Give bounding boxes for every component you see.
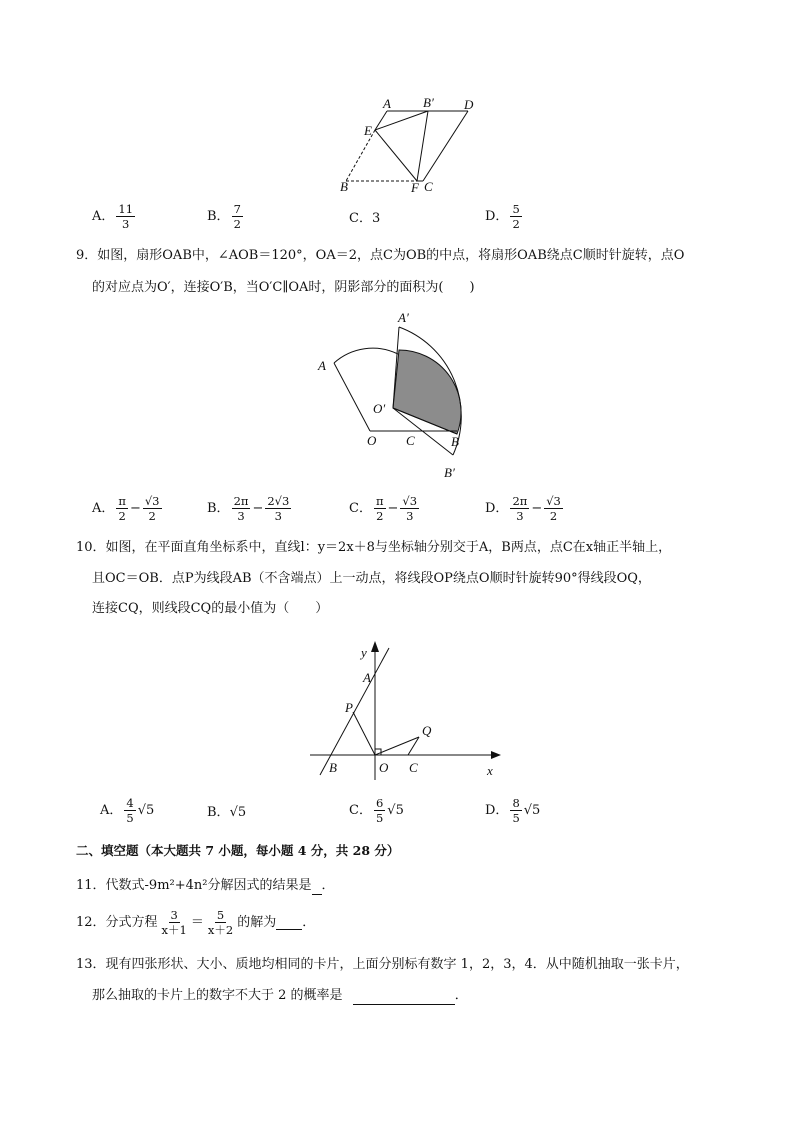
option-letter: D． xyxy=(485,500,509,516)
q13-line-2 xyxy=(92,987,468,1005)
q8-options xyxy=(92,202,552,238)
q11-end: ． xyxy=(321,878,335,893)
q9-label-aprime: A′ xyxy=(398,310,409,325)
fraction-numerator: π xyxy=(118,494,126,508)
q9-option-b[interactable] xyxy=(207,494,293,523)
fraction-numerator: 6 xyxy=(375,796,384,810)
q9-label-bprime: B′ xyxy=(444,465,455,480)
fraction-denominator: 3 xyxy=(237,509,245,523)
q9-label-oprime: O′ xyxy=(373,401,386,416)
q10-option-c[interactable] xyxy=(349,796,404,825)
q13-text: 那么抽取的卡片上的数字不大于 2 的概率是 xyxy=(92,988,343,1003)
q13-answer-blank[interactable] xyxy=(353,990,455,1005)
option-value: 3 xyxy=(371,211,381,226)
sqrt-value: √5 xyxy=(387,802,404,818)
sqrt-value: √5 xyxy=(137,802,155,818)
q8-option-b[interactable] xyxy=(207,202,245,231)
option-letter: B． xyxy=(207,500,230,516)
q12-answer-blank[interactable] xyxy=(276,915,302,930)
q8-label-f: F xyxy=(411,180,419,194)
fraction-numerator: 2π xyxy=(233,494,249,508)
q9-label-a: A xyxy=(318,358,326,373)
option-letter: B． xyxy=(207,208,230,224)
q12-suffix: 的解为 xyxy=(237,914,277,930)
operator: − xyxy=(531,500,543,516)
q10-line-2: 且OC＝OB．点P为线段AB（不含端点）上一动点，将线段OP绕点O顺时针旋转90°得线段OQ， xyxy=(92,571,651,586)
q12-equals: ＝ xyxy=(190,914,204,930)
q12-prefix: 12．分式方程 xyxy=(76,914,158,930)
q8-option-a[interactable] xyxy=(92,202,137,231)
option-letter: C． xyxy=(349,211,372,226)
q8-label-d: D xyxy=(464,97,474,112)
q13-line-1: 13．现有四张形状、大小、质地均相同的卡片，上面分别标有数字 1，2，3，4．从中随机抽取一张卡片， xyxy=(76,957,689,972)
fraction-numerator: 4 xyxy=(126,796,134,810)
q10-line-1: 10．如图，在平面直角坐标系中，直线l：y＝2x＋8与坐标轴分别交于A，B两点，点C在x轴正半轴上， xyxy=(76,540,672,555)
fraction-denominator: x＋1 xyxy=(161,923,187,937)
q10-line-3: 连接CQ，则线段CQ的最小值为（ ） xyxy=(92,601,329,616)
option-letter: A． xyxy=(92,208,115,224)
q8-label-a: A xyxy=(383,96,391,111)
q8-option-d[interactable] xyxy=(485,202,524,231)
fraction-denominator: 5 xyxy=(375,811,384,825)
operator: − xyxy=(129,500,141,516)
fraction-denominator: 3 xyxy=(122,217,130,231)
q9-option-a[interactable] xyxy=(92,494,164,523)
fraction-numerator: √3 xyxy=(402,494,418,508)
q9-figure xyxy=(310,305,490,485)
q10-option-d[interactable] xyxy=(485,796,540,825)
q9-label-c: C xyxy=(406,433,415,448)
operator: − xyxy=(252,500,264,516)
q8-option-c[interactable] xyxy=(349,210,380,228)
fraction-numerator: 8 xyxy=(512,796,520,810)
fraction-denominator: 2 xyxy=(233,217,241,231)
q9-label-o: O xyxy=(367,433,377,448)
q9-option-c[interactable] xyxy=(349,494,421,523)
q9-options xyxy=(92,494,582,530)
q8-label-e: E xyxy=(364,123,372,138)
fraction-numerator: √3 xyxy=(546,494,561,508)
q10-options xyxy=(100,796,540,832)
option-letter: C． xyxy=(349,802,372,818)
q10-figure xyxy=(305,635,510,785)
fraction-denominator: 5 xyxy=(512,811,520,825)
q10-label-x: x xyxy=(487,763,493,778)
fraction-numerator: 3 xyxy=(170,908,178,922)
q8-label-b: B xyxy=(340,179,348,194)
fraction-numerator: 2π xyxy=(512,494,528,508)
q10-label-y: y xyxy=(361,645,367,660)
q8-label-c: C xyxy=(424,179,433,194)
q13-end: ． xyxy=(454,988,468,1003)
sqrt-value: √5 xyxy=(229,805,247,820)
fraction-numerator: 2√3 xyxy=(267,494,290,508)
fraction-denominator: 5 xyxy=(126,811,134,825)
fraction-denominator: 2 xyxy=(512,217,520,231)
fraction-denominator: 2 xyxy=(148,509,156,523)
fraction-numerator: 5 xyxy=(216,908,225,922)
fraction-denominator: 2 xyxy=(549,509,558,523)
fraction-denominator: 3 xyxy=(516,509,524,523)
q9-line-2: 的对应点为O′，连接O′B，当O′C∥OA时，阴影部分的面积为( ) xyxy=(92,280,475,295)
fraction-denominator: 2 xyxy=(118,509,126,523)
q11-answer-blank[interactable] xyxy=(312,880,322,895)
q10-label-p: P xyxy=(345,700,353,715)
q10-label-a: A xyxy=(363,670,371,685)
option-letter: D． xyxy=(485,802,509,818)
operator: − xyxy=(387,500,399,516)
fraction-denominator: x＋2 xyxy=(207,923,234,937)
q10-option-a[interactable] xyxy=(100,796,154,825)
q9-line-1: 9．如图，扇形OAB中，∠AOB＝120°，OA＝2，点C为OB的中点，将扇形OAB绕点C顺时针旋转，点O xyxy=(76,248,685,263)
q11-text: 11．代数式-9m²+4n²分解因式的结果是 xyxy=(76,878,312,893)
fraction-numerator: 7 xyxy=(233,202,241,216)
q9-label-b: B xyxy=(451,434,459,449)
q10-label-b: B xyxy=(329,760,337,775)
fraction-denominator: 3 xyxy=(274,509,282,523)
fraction-numerator: 11 xyxy=(118,202,134,216)
sqrt-value: √5 xyxy=(523,802,541,818)
fraction-denominator: 2 xyxy=(376,509,384,523)
option-letter: B． xyxy=(207,805,230,820)
section-2-title: 二、填空题（本大题共 7 小题，每小题 4 分，共 28 分） xyxy=(76,843,400,858)
fraction-numerator: 5 xyxy=(512,202,520,216)
q12 xyxy=(76,908,315,937)
q10-label-q: Q xyxy=(422,723,432,738)
fraction-numerator: √3 xyxy=(144,494,160,508)
q10-label-c: C xyxy=(409,760,418,775)
option-letter: A． xyxy=(92,500,115,516)
q10-label-o: O xyxy=(379,760,389,775)
fraction-numerator: π xyxy=(375,494,384,508)
fraction-denominator: 3 xyxy=(406,509,414,523)
q11 xyxy=(76,877,335,895)
option-letter: D． xyxy=(485,208,509,224)
q12-end: ． xyxy=(302,914,316,930)
option-letter: A． xyxy=(100,802,123,818)
q8-label-bprime: B′ xyxy=(423,95,434,110)
q8-figure xyxy=(335,94,485,194)
option-letter: C． xyxy=(349,500,372,516)
q9-option-d[interactable] xyxy=(485,494,565,523)
q10-option-b[interactable] xyxy=(207,804,246,822)
